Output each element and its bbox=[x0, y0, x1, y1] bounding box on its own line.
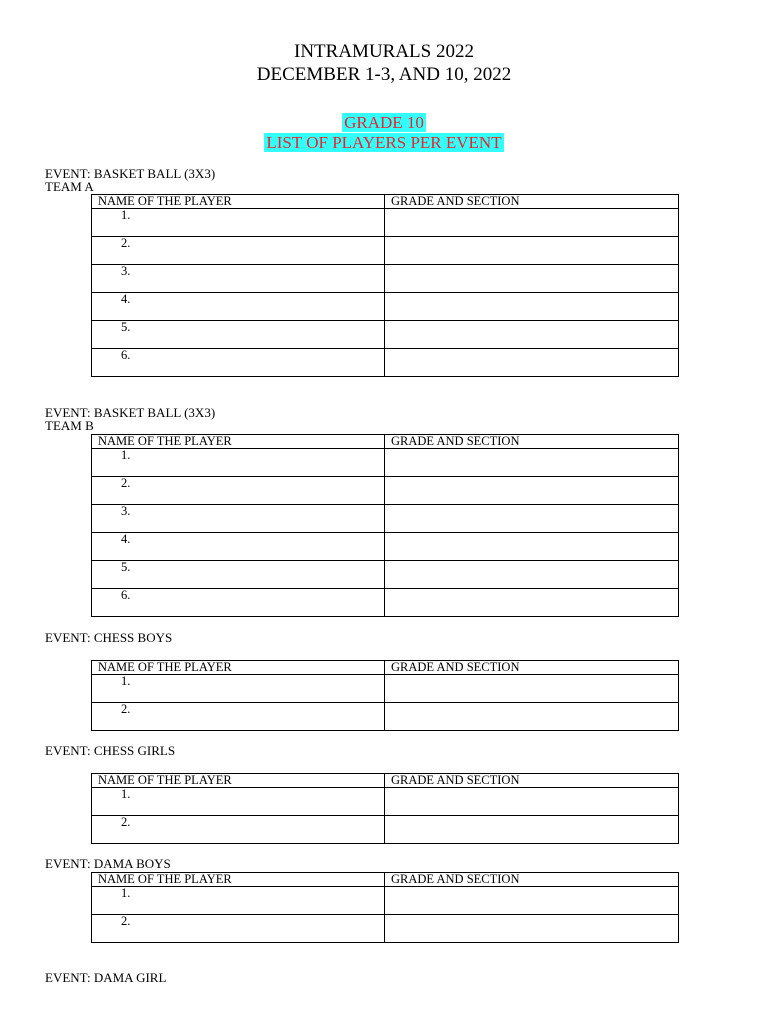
event-label-basketball-a: EVENT: BASKET BALL (3X3) bbox=[45, 166, 216, 181]
grade-section-cell bbox=[385, 237, 679, 265]
grade-section-cell bbox=[385, 505, 679, 533]
event-label-basketball-b: EVENT: BASKET BALL (3X3) bbox=[45, 405, 216, 420]
player-number: 4. bbox=[92, 293, 385, 321]
column-header-player: NAME OF THE PLAYER bbox=[92, 774, 385, 788]
grade-section-cell bbox=[385, 816, 679, 844]
player-number: 2. bbox=[92, 237, 385, 265]
column-header-player: NAME OF THE PLAYER bbox=[92, 873, 385, 887]
roster-table-chess-boys bbox=[91, 660, 679, 731]
grade-section-cell bbox=[385, 209, 679, 237]
player-number: 2. bbox=[92, 915, 385, 943]
grade-section-cell bbox=[385, 321, 679, 349]
event-label-dama-girl: EVENT: DAMA GIRL bbox=[45, 970, 167, 985]
player-number: 5. bbox=[92, 561, 385, 589]
player-number: 2. bbox=[92, 816, 385, 844]
grade-section-cell bbox=[385, 265, 679, 293]
team-label-a: TEAM A bbox=[45, 179, 94, 194]
roster-table-chess-girls bbox=[91, 773, 679, 844]
player-number: 5. bbox=[92, 321, 385, 349]
player-number: 2. bbox=[92, 703, 385, 731]
player-number: 1. bbox=[92, 449, 385, 477]
grade-heading: GRADE 10 bbox=[344, 113, 424, 132]
roster-table-dama-boys bbox=[91, 872, 679, 943]
player-number: 1. bbox=[92, 209, 385, 237]
player-number: 3. bbox=[92, 505, 385, 533]
grade-section-cell bbox=[385, 675, 679, 703]
player-number: 2. bbox=[92, 477, 385, 505]
column-header-grade-section: GRADE AND SECTION bbox=[385, 661, 679, 675]
column-header-grade-section: GRADE AND SECTION bbox=[385, 774, 679, 788]
column-header-grade-section: GRADE AND SECTION bbox=[385, 195, 679, 209]
event-label-chess-boys: EVENT: CHESS BOYS bbox=[45, 630, 173, 645]
player-number: 1. bbox=[92, 788, 385, 816]
roster-table-basketball-a bbox=[91, 194, 679, 377]
player-number: 1. bbox=[92, 887, 385, 915]
column-header-player: NAME OF THE PLAYER bbox=[92, 661, 385, 675]
player-number: 6. bbox=[92, 589, 385, 617]
column-header-player: NAME OF THE PLAYER bbox=[92, 195, 385, 209]
player-number: 3. bbox=[92, 265, 385, 293]
column-header-player: NAME OF THE PLAYER bbox=[92, 435, 385, 449]
grade-section-cell bbox=[385, 703, 679, 731]
grade-section-cell bbox=[385, 533, 679, 561]
grade-section-cell bbox=[385, 349, 679, 377]
event-label-chess-girls: EVENT: CHESS GIRLS bbox=[45, 743, 176, 758]
team-label-b: TEAM B bbox=[45, 418, 94, 433]
column-header-grade-section: GRADE AND SECTION bbox=[385, 435, 679, 449]
column-header-grade-section: GRADE AND SECTION bbox=[385, 873, 679, 887]
player-number: 1. bbox=[92, 675, 385, 703]
grade-section-cell bbox=[385, 589, 679, 617]
document-title: INTRAMURALS 2022 bbox=[294, 41, 474, 62]
list-heading: LIST OF PLAYERS PER EVENT bbox=[266, 133, 502, 152]
grade-section-cell bbox=[385, 293, 679, 321]
grade-section-cell bbox=[385, 561, 679, 589]
grade-section-cell bbox=[385, 915, 679, 943]
player-number: 6. bbox=[92, 349, 385, 377]
grade-section-cell bbox=[385, 788, 679, 816]
player-number: 4. bbox=[92, 533, 385, 561]
grade-section-cell bbox=[385, 887, 679, 915]
document-dates: DECEMBER 1-3, AND 10, 2022 bbox=[256, 64, 512, 85]
event-label-dama-boys: EVENT: DAMA BOYS bbox=[45, 856, 171, 871]
grade-section-cell bbox=[385, 449, 679, 477]
roster-table-basketball-b bbox=[91, 434, 679, 617]
grade-section-cell bbox=[385, 477, 679, 505]
